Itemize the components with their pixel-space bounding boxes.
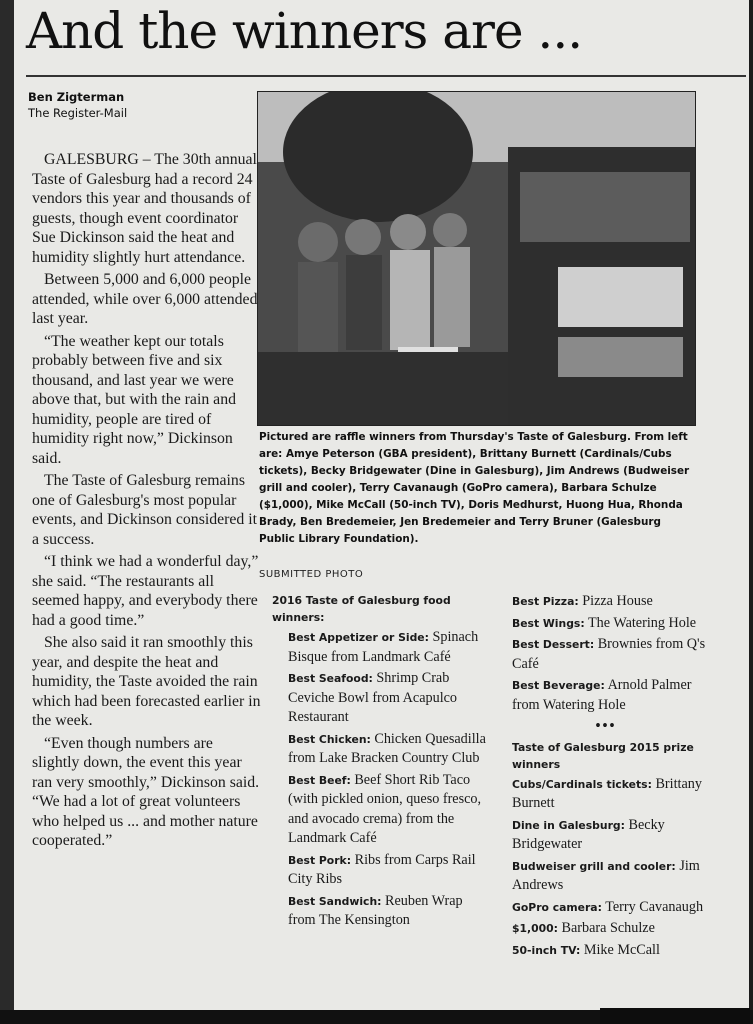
photo-credit: SUBMITTED PHOTO [259,569,364,580]
list-item: 50-inch TV: Mike McCall [512,941,660,958]
winners-photo [257,91,696,426]
prize-winners-heading: Taste of Galesburg 2015 prize winners [512,740,694,771]
list-item: GoPro camera: Terry Cavanaugh [512,898,704,915]
list-item: Best Beverage: Arnold Palmer from Watering Hole [512,677,692,713]
list-item: Best Dessert: Brownies from Q's Café [512,636,706,672]
list-item: Best Pizza: Pizza House [512,593,653,609]
paragraph: GALESBURG – The 30th annual Taste of Galesburg had a record 24 vendors this year and thousands of guests, though event coordinator Sue Dickinson said the heat and humidity slightly hurt attendance. [32,151,257,266]
list-item: Dine in Galesburg: Becky Bridgewater [512,816,665,852]
list-item: Best Chicken: Chicken Quesadilla from Lake Bracken Country Club [288,730,486,766]
page-edge-left [0,0,14,1024]
article-body [32,150,262,854]
headline: And the winners are ... [26,2,583,60]
byline-publication: The Register-Mail [28,106,128,120]
list-item: Best Beef: Beef Short Rib Taco (with pickled onion, queso fresco, and avocado crema) from the Landmark Café [288,771,482,846]
list-item: Best Pork: Ribs from Carps Rail City Ribs [288,851,476,887]
food-and-prize-winners-list [496,592,716,962]
newspaper-clipping [14,0,749,1010]
paragraph: Between 5,000 and 6,000 people attended, while over 6,000 attended last year. [32,271,258,327]
list-item: Best Appetizer or Side: Spinach Bisque from Landmark Café [288,629,479,665]
headline-rule [26,75,746,77]
list-item: Budweiser grill and cooler: Jim Andrews [512,857,700,893]
list-item: Best Seafood: Shrimp Crab Ceviche Bowl from Acapulco Restaurant [288,670,458,725]
list-item: Best Sandwich: Reuben Wrap from The Kensington [288,892,463,928]
byline-author: Ben Zigterman [28,90,125,104]
paragraph: She also said it ran smoothly this year, and despite the heat and humidity, the Taste avoided the rain which had been forecasted earlier in the week. [32,634,261,729]
food-winners-heading: 2016 Taste of Galesburg food winners: [272,594,451,624]
photo-caption: Pictured are raffle winners from Thursday's Taste of Galesburg. From left are: Amye Peterson (GBA president), Brittany Burnett (Cardinals/Cubs tickets), Becky Bridgewater (Dine in Galesburg), Jim Andrews (Budweiser grill and cooler), Terry Cavanaugh (GoPro camera), Barbara Schulze ($1,000), Mike McCall (50-inch TV), Doris Medhurst, Huong Hua, Rhonda Brady, Ben Bredemeier, Jen Bredemeier and Terry Bruner (Galesburg Public Library Foundation). [259,431,690,545]
list-item: $1,000: Barbara Schulze [512,920,655,936]
paragraph: “I think we had a wonderful day,” she said. “The restaurants all seemed happy, and everybody there had a good time.” [32,553,259,629]
paragraph: “Even though numbers are slightly down, the event this year ran very smoothly,” Dickinson said. “We had a lot of great volunteers who helped us ... and mother nature cooperated.” [32,734,260,849]
list-item: Best Wings: The Watering Hole [512,614,697,631]
paragraph: The Taste of Galesburg remains one of Galesburg's most popular events, and Dickinson considered it a success. [32,472,258,548]
list-item: Cubs/Cardinals tickets: Brittany Burnett [512,775,702,811]
bottom-shadow-bar [600,1008,750,1024]
paragraph: “The weather kept our totals probably between five and six thousand, and last year we were above that, but with the rain and humidity, people are tired of humidity right now,” Dickinson said. [32,332,236,467]
section-separator: ••• [595,718,617,734]
photo-image [258,92,695,425]
food-winners-list [272,592,492,933]
